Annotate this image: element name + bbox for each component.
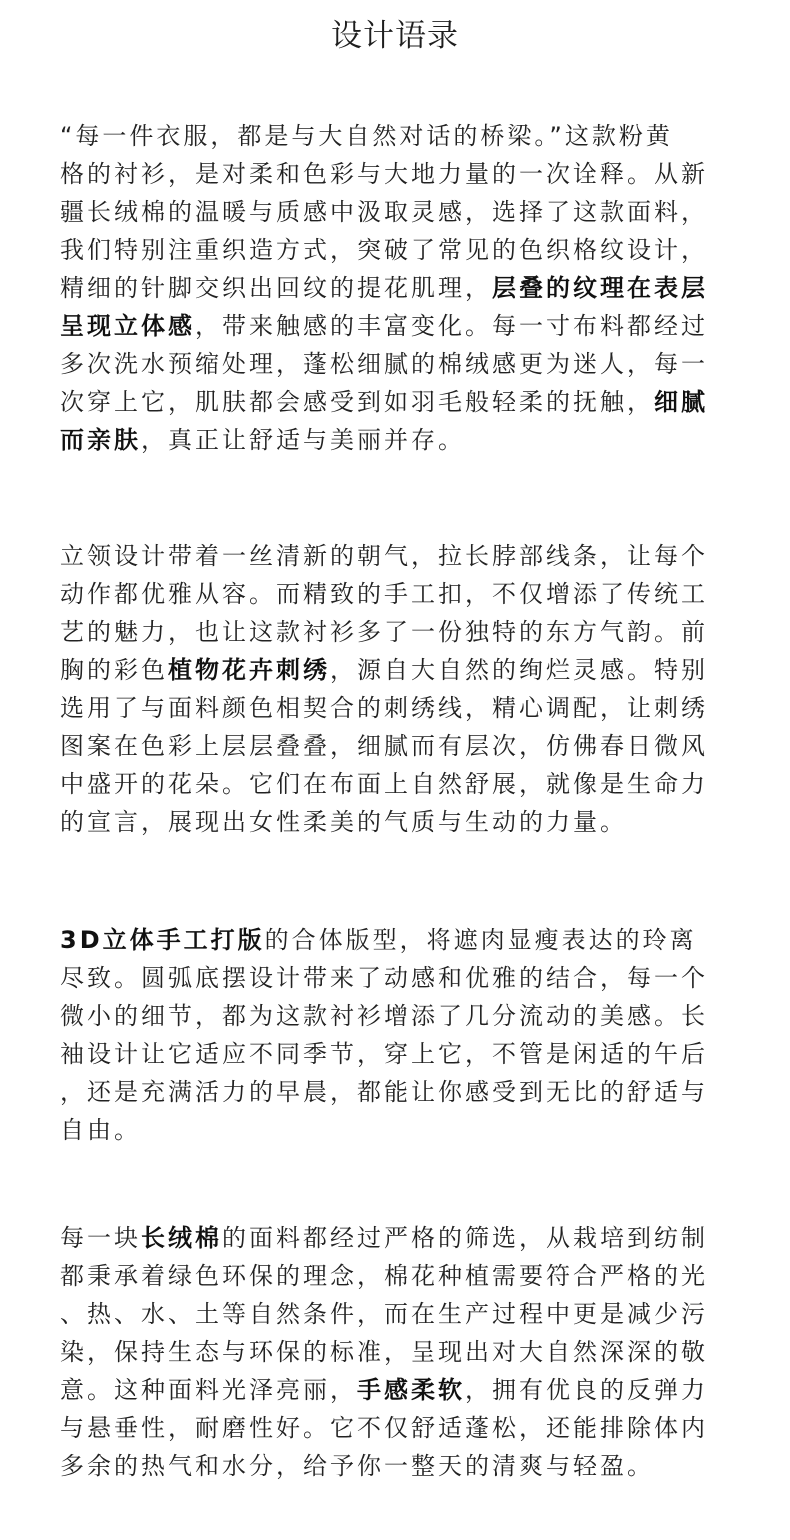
body-text: 我们特别注重织造方式，突破了常见的色织格纹设计， [60,236,708,264]
emphasis-text: 3D立体手工打版 [60,926,265,954]
text-line [60,1257,740,1295]
emphasis-text: 细腻 [654,388,708,416]
body-text: 多余的热气和水分，给予你一整天的清爽与轻盈。 [60,1452,654,1480]
text-line [60,959,740,997]
text-line [60,575,740,613]
text-line [60,155,740,193]
body-text: 中盛开的花朵。它们在布面上自然舒展，就像是生命力 [60,770,708,798]
body-text: 的合体版型，将遮肉显瘦表达的玲离 [264,926,697,954]
text-line [60,1295,740,1333]
body-text: 都秉承着绿色环保的理念，棉花种植需要符合严格的光 [60,1262,708,1290]
page-title: 设计语录 [331,18,459,54]
emphasis-text: 手感柔软 [357,1376,465,1404]
emphasis-text: 而亲肤 [60,426,141,454]
text-line [60,1371,740,1409]
body-text: 意。这种面料光泽亮丽， [60,1376,357,1404]
paragraph-collar-embroidery [60,537,740,841]
body-text: 、热、水、土等自然条件，而在生产过程中更是减少污 [60,1300,708,1328]
body-text: 的面料都经过严格的筛选，从栽培到纺制 [222,1224,708,1252]
text-line [60,1073,740,1111]
body-text: 疆长绒棉的温暖与质感中汲取灵感，选择了这款面料， [60,198,708,226]
text-line [60,193,740,231]
text-line [60,1447,740,1485]
text-line [60,803,740,841]
text-line [60,383,740,421]
text-line [60,537,740,575]
body-text: ，带来触感的丰富变化。每一寸布料都经过 [195,312,708,340]
body-text: 自由。 [60,1116,141,1144]
emphasis-text: 层叠的纹理在表层 [492,274,708,302]
paragraph-fabric [60,117,740,459]
text-line [60,117,740,155]
body-text: 每一块 [60,1224,141,1252]
body-text: 次穿上它，肌肤都会感受到如羽毛般轻柔的抚触， [60,388,654,416]
text-line [60,269,740,307]
body-text: 选用了与面料颜色相契合的刺绣线，精心调配，让刺绣 [60,694,708,722]
text-line [60,345,740,383]
text-line [60,765,740,803]
body-text: 的宣言，展现出女性柔美的气质与生动的力量。 [60,808,627,836]
text-line [60,1219,740,1257]
emphasis-text: 长绒棉 [141,1224,222,1252]
text-line [60,727,740,765]
text-line [60,689,740,727]
text-line [60,1409,740,1447]
body-text: 精细的针脚交织出回纹的提花肌理， [60,274,492,302]
body-text: 立领设计带着一丝清新的朝气，拉长脖部线条，让每个 [60,542,708,570]
text-line [60,1333,740,1371]
body-text: 图案在色彩上层层叠叠，细腻而有层次，仿佛春日微风 [60,732,708,760]
body-text: 艺的魅力，也让这款衬衫多了一份独特的东方气韵。前 [60,618,708,646]
body-text: 多次洗水预缩处理，蓬松细腻的棉绒感更为迷人，每一 [60,350,708,378]
body-text: 袖设计让它适应不同季节，穿上它，不管是闲适的午后 [60,1040,708,1068]
body-text: ，真正让舒适与美丽并存。 [141,426,465,454]
text-line [60,307,740,345]
body-text: 染，保持生态与环保的标准，呈现出对大自然深深的敬 [60,1338,708,1366]
body-text: ，还是充满活力的早晨，都能让你感受到无比的舒适与 [60,1078,708,1106]
emphasis-text: 呈现立体感 [60,312,195,340]
body-text: 格的衬衫，是对柔和色彩与大地力量的一次诠释。从新 [60,160,708,188]
body-text: 微小的细节，都为这款衬衫增添了几分流动的美感。长 [60,1002,708,1030]
text-line [60,231,740,269]
body-text: 胸的彩色 [60,656,168,684]
text-line [60,421,740,459]
text-line [60,651,740,689]
body-text: 动作都优雅从容。而精致的手工扣，不仅增添了传统工 [60,580,708,608]
body-text: 尽致。圆弧底摆设计带来了动感和优雅的结合，每一个 [60,964,708,992]
text-line [60,613,740,651]
text-line [60,921,740,959]
emphasis-text: 植物花卉刺绣 [168,656,330,684]
body-text: 与悬垂性，耐磨性好。它不仅舒适蓬松，还能排除体内 [60,1414,708,1442]
paragraph-cotton [60,1219,740,1485]
body-text: ，源自大自然的绚烂灵感。特别 [330,656,708,684]
text-line [60,1035,740,1073]
text-line [60,997,740,1035]
body-text: ，拥有优良的反弹力 [465,1376,708,1404]
body-text: “每一件衣服，都是与大自然对话的桥梁。”这款粉黄 [60,122,673,150]
text-line [60,1111,740,1149]
paragraph-fit [60,921,740,1149]
